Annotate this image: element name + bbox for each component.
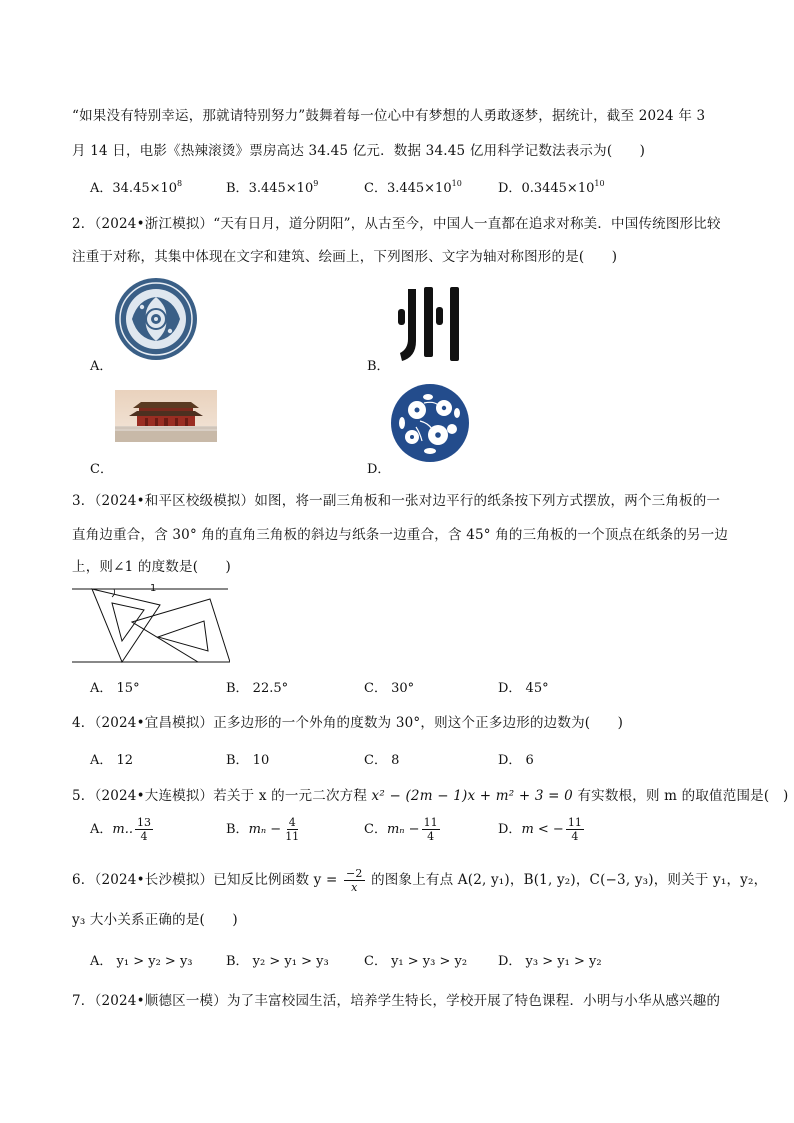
q1-option-d[interactable]: D．$0.3445\times 10^{10}$	[498, 179, 605, 196]
q1-option-a[interactable]: A．$34.45\times 10^8$	[90, 179, 183, 196]
q2-option-b-character-image[interactable]	[396, 283, 464, 363]
q6-option-b[interactable]: B． y₂ > y₁ > y₃	[226, 954, 329, 969]
q2-option-d-floral-image[interactable]	[390, 383, 470, 467]
q1-option-c[interactable]: C．$3.445\times 10^{10}$	[364, 179, 462, 196]
q5-equation: x² − (2m − 1)x + m² + 3 = 0	[371, 788, 573, 804]
q5-option-a-fraction: $\frac{13}{4}$	[136, 816, 151, 843]
q5-option-b-fraction: $\frac{4}{11}$	[285, 816, 300, 843]
q5-option-d-fraction: $\frac{11}{4}$	[567, 816, 582, 843]
q3-stem-line3: 上，则∠1 的度数是( )	[72, 559, 232, 575]
q5-option-c[interactable]: C．mₙ − $\frac{11}{4}$	[364, 816, 438, 843]
q4-option-b[interactable]: B． 10	[226, 753, 270, 768]
q3-stem-line1: 3．（2024•和平区校级模拟）如图，将一副三角板和一张对边平行的纸条按下列方式摆放，两个三角板的一	[72, 493, 721, 509]
q6-stem-line1: 6．（2024•长沙模拟）已知反比例函数 y = $\frac{-2}{x}$ 的图象上有点 A(2, y₁)，B(1, y₂)，C(−3, y₃)，则关于 y₁，y₂，	[72, 867, 768, 894]
q5-option-d[interactable]: D．m < − $\frac{11}{4}$	[498, 816, 582, 843]
q4-option-c[interactable]: C． 8	[364, 753, 400, 768]
q7-stem-line1: 7．（2024•顺德区一模）为了丰富校园生活，培养学生特长，学校开展了特色课程．小明与小华从感兴趣的	[72, 993, 721, 1009]
q5-option-b[interactable]: B．mₙ − $\frac{4}{11}$	[226, 816, 300, 843]
q5-option-c-fraction: $\frac{11}{4}$	[423, 816, 438, 843]
q6-option-d[interactable]: D． y₃ > y₁ > y₂	[498, 954, 602, 969]
q3-option-d[interactable]: D． 45°	[498, 681, 549, 696]
q1-option-b[interactable]: B．$3.445\times 10^9$	[226, 179, 319, 196]
q6-option-c[interactable]: C． y₁ > y₃ > y₂	[364, 954, 468, 969]
q2-option-d-label[interactable]: D．	[367, 462, 391, 477]
q6-option-a[interactable]: A． y₁ > y₂ > y₃	[90, 954, 193, 969]
q1-stem-line2: 月 14 日，电影《热辣滚烫》票房高达 34.45 亿元．数据 34.45 亿用科学记数法表示为( )	[72, 143, 646, 159]
q2-stem-line1: 2．（2024•浙江模拟）“天有日月，道分阴阳”，从古至今，中国人一直都在追求对称美．中国传统图形比较	[72, 216, 721, 232]
q1-stem-line1: “如果没有特别幸运，那就请特别努力”鼓舞着每一位心中有梦想的人勇敢逐梦，据统计，截至 2024 年 3	[72, 108, 706, 124]
q3-option-b[interactable]: B． 22.5°	[226, 681, 289, 696]
q2-option-c-label[interactable]: C．	[90, 462, 113, 477]
q3-triangles-strip-figure	[70, 585, 230, 669]
q4-option-a[interactable]: A． 12	[90, 753, 134, 768]
q6-stem-line2: y₃ 大小关系正确的是( )	[72, 912, 238, 928]
q2-option-a-medallion-image[interactable]	[114, 277, 198, 365]
q2-option-c-palace-image[interactable]	[115, 390, 217, 446]
q3-option-c[interactable]: C． 30°	[364, 681, 415, 696]
q2-option-b-label[interactable]: B．	[367, 359, 390, 374]
q3-stem-line2: 直角边重合，含 30° 角的直角三角板的斜边与纸条一边重合，含 45° 角的三角板的一个顶点在纸条的另一边	[72, 527, 729, 543]
q2-stem-line2: 注重于对称，其集中体现在文字和建筑、绘画上，下列图形、文字为轴对称图形的是( )	[72, 249, 618, 265]
q5-option-a[interactable]: A．m.. $\frac{13}{4}$	[90, 816, 151, 843]
q3-option-a[interactable]: A． 15°	[90, 681, 140, 696]
q3-angle-label: 1	[150, 583, 157, 594]
q4-stem: 4．（2024•宜昌模拟）正多边形的一个外角的度数为 30°，则这个正多边形的边数为( )	[72, 715, 624, 731]
q6-function-fraction: $\frac{-2}{x}$	[345, 867, 363, 894]
q2-option-a-label[interactable]: A．	[90, 359, 113, 374]
q5-stem: 5．（2024•大连模拟）若关于 x 的一元二次方程 x² − (2m − 1)x + m² + 3 = 0 有实数根，则 m 的取值范围是( )	[72, 788, 789, 804]
q4-option-d[interactable]: D． 6	[498, 753, 534, 768]
